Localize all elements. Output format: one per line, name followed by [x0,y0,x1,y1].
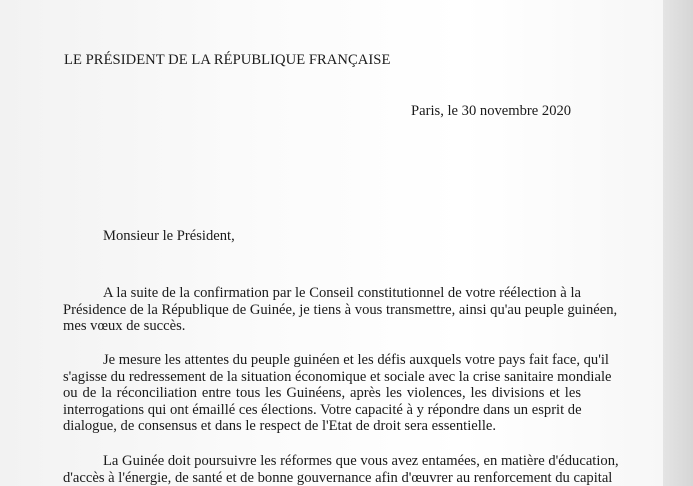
paragraph-line: Présidence de la République de Guinée, je tiens à vous transmettre, ainsi qu'au peuple guinéen, [63,301,618,318]
paragraph-line: mes vœux de succès. [63,318,186,334]
paragraph-3 [63,453,619,486]
paragraph-1 [63,285,618,335]
paragraph-line: s'agisse du redressement de la situation économique et sociale avec la crise sanitaire mondiale [63,368,612,385]
paragraph-line: A la suite de la confirmation par le Conseil constitutionnel de votre réélection à la [103,285,581,301]
paragraph-2 [63,352,612,435]
letterhead: LE PRÉSIDENT DE LA RÉPUBLIQUE FRANÇAISE [64,52,391,68]
paragraph-line: ou de la réconciliation entre tous les Guinéens, après les violences, les divisions et les [63,385,581,401]
place-and-date: Paris, le 30 novembre 2020 [411,103,572,119]
paragraph-line: La Guinée doit poursuivre les réformes que vous avez entamées, en matière d'éducation, [103,453,619,469]
paragraph-line: d'accès à l'énergie, de santé et de bonne gouvernance afin d'œuvrer au renforcement du capital [63,469,613,486]
paragraph-line: Je mesure les attentes du peuple guinéen et les défis auxquels votre pays fait face, qu'il [103,352,609,368]
paragraph-line: dialogue, de consensus et dans le respect de l'Etat de droit sera essentielle. [63,418,496,434]
paragraph-line: interrogations qui ont émaillé ces élections. Votre capacité à y répondre dans un esprit de [63,401,582,418]
salutation: Monsieur le Président, [103,228,235,244]
background-edge [663,0,693,486]
